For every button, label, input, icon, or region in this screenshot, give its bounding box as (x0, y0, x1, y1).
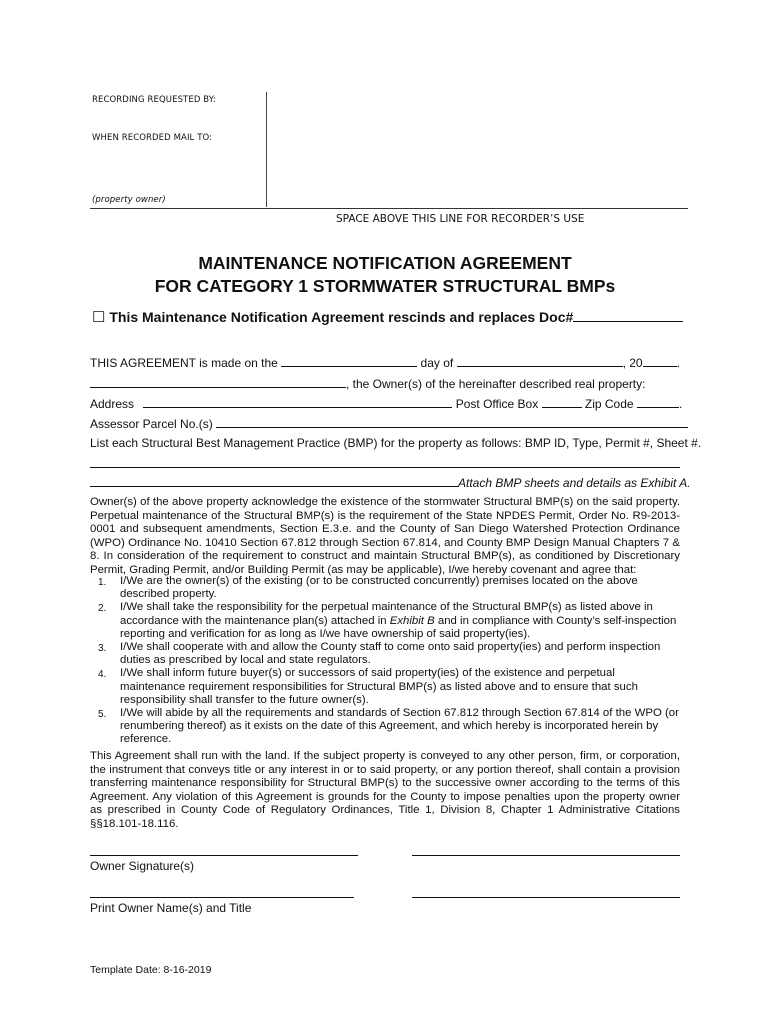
rescind-text: This Maintenance Notification Agreement rescinds and replaces Doc# (109, 309, 574, 325)
list-bmp-instruction: List each Structural Best Management Practice (BMP) for the property as follows: BMP ID, Type, Permit #, Sheet #. (90, 436, 702, 450)
day-of-label: day of (420, 356, 454, 370)
bmp-list-row-2 (90, 475, 691, 490)
doc-number-field[interactable] (573, 309, 683, 322)
term-item: 5. I/We will abide by all the requirements and standards of Section 67.812 through Section 67.814 of the WPO (or renumbering thereof) as it exists on the date of this Agreement, and which hereby is incorporated herein by reference. (98, 707, 679, 746)
po-box-field[interactable] (542, 396, 582, 408)
year-label: , 20 (622, 356, 643, 370)
attach-exhibit-a-label: Attach BMP sheets and details as Exhibit A. (458, 476, 691, 490)
owner-row (90, 376, 645, 391)
when-recorded-mail-to-label: WHEN RECORDED MAIL TO: (92, 133, 213, 143)
header-vertical-divider (266, 92, 267, 207)
address-row: Address Post Office Box Zip Code . (90, 397, 683, 411)
template-date: Template Date: 8-16-2019 (90, 964, 212, 976)
zip-code-field[interactable] (637, 396, 679, 408)
term-item: 3. I/We shall cooperate with and allow the County staff to come onto said property(ies) and perform inspection duties as prescribed by local and state regulators. (98, 641, 661, 667)
year-field[interactable] (643, 355, 677, 367)
zip-code-label: Zip Code (584, 397, 634, 411)
recording-requested-by-label: RECORDING REQUESTED BY: (92, 95, 216, 105)
rescind-row (92, 308, 683, 326)
owner-signature-line-1[interactable] (90, 855, 358, 856)
checkbox-icon[interactable]: ☐ (92, 309, 106, 326)
term-item: 4. I/We shall inform future buyer(s) or successors of said property(ies) of the existence and perpetual maintenance requirement responsibilities for Structural BMP(s) as listed above and to ensure that such responsibility shall transfer to the future owner(s). (98, 667, 638, 706)
address-field[interactable] (143, 396, 452, 408)
term-item: 1. I/We are the owner(s) of the existing (or to be constructed concurrently) premises located on the above described property. (98, 575, 638, 601)
recorder-use-label: SPACE ABOVE THIS LINE FOR RECORDER’S USE (336, 213, 585, 225)
parcel-row (90, 416, 688, 431)
print-name-line-2[interactable] (412, 897, 680, 898)
owner-name-field[interactable] (90, 376, 346, 388)
bmp-list-field-2[interactable] (90, 475, 458, 487)
owner-signature-label: Owner Signature(s) (90, 859, 195, 873)
print-name-line-1[interactable] (90, 897, 354, 898)
day-of-field[interactable] (457, 355, 623, 367)
terms-list (90, 575, 680, 747)
owner-of-label: , the Owner(s) of the hereinafter described real property: (346, 377, 646, 391)
intro-paragraph: Owner(s) of the above property acknowledge the existence of the stormwater Structural BMP(s) on the said property. Perpetual maintenance of the Structural BMP(s) is the requirement of the State NPDES Permit, Order No. R9-2013-0001 and subsequent amendments, Section E.3.e. and the County of San Diego Watershed Protection Ordinance (WPO) Ordinance No. 10410 Section 67.812 through Section 67.814, and County BMP Design Manual Chapters 7 & 8. In consideration of the requirement to construct and maintain Structural BMP(s), as conditioned by Discretionary Permit, Grading Permit, and/or Building Permit (as may be applicable), I/we hereby covenant and agree that: (90, 496, 680, 576)
agreement-date-row: THIS AGREEMENT is made on the day of , 20 . (90, 356, 680, 370)
bmp-list-field-1[interactable] (90, 467, 680, 468)
print-name-label: Print Owner Name(s) and Title (90, 901, 252, 915)
document-title-line1: MAINTENANCE NOTIFICATION AGREEMENT (198, 253, 572, 273)
document-title-line2: FOR CATEGORY 1 STORMWATER STRUCTURAL BMPs (154, 276, 616, 296)
po-box-label: Post Office Box (455, 397, 539, 411)
made-on-label: THIS AGREEMENT is made on the (90, 356, 278, 370)
property-owner-label: (property owner) (92, 195, 166, 205)
made-on-field[interactable] (281, 355, 417, 367)
owner-signature-line-2[interactable] (412, 855, 680, 856)
recorder-space-divider (90, 208, 688, 209)
parcel-field[interactable] (216, 416, 688, 428)
address-label: Address (90, 397, 135, 411)
term-item: 2. I/We shall take the responsibility for the perpetual maintenance of the Structural BMP(s) as listed above in accordance with the maintenance plan(s) attached in Exhibit B and in compliance with County’s self-inspection reporting and verification for as long as I/we have ownership of said property(ies). (98, 601, 677, 640)
closing-paragraph: This Agreement shall run with the land. If the subject property is conveyed to any other person, firm, or corporation, the instrument that conveys title or any interest in or to said property, or any portion thereof, shall contain a provision transferring maintenance responsibility for Structural BMP(s) to the successive owner according to the terms of this Agreement. Any violation of this Agreement is grounds for the County to impose penalties upon the property owner as prescribed in County Code of Regulatory Ordinances, Title 1, Division 8, Chapter 1 Administrative Citations §§18.101-18.116. (90, 750, 680, 830)
parcel-label: Assessor Parcel No.(s) (90, 417, 213, 431)
